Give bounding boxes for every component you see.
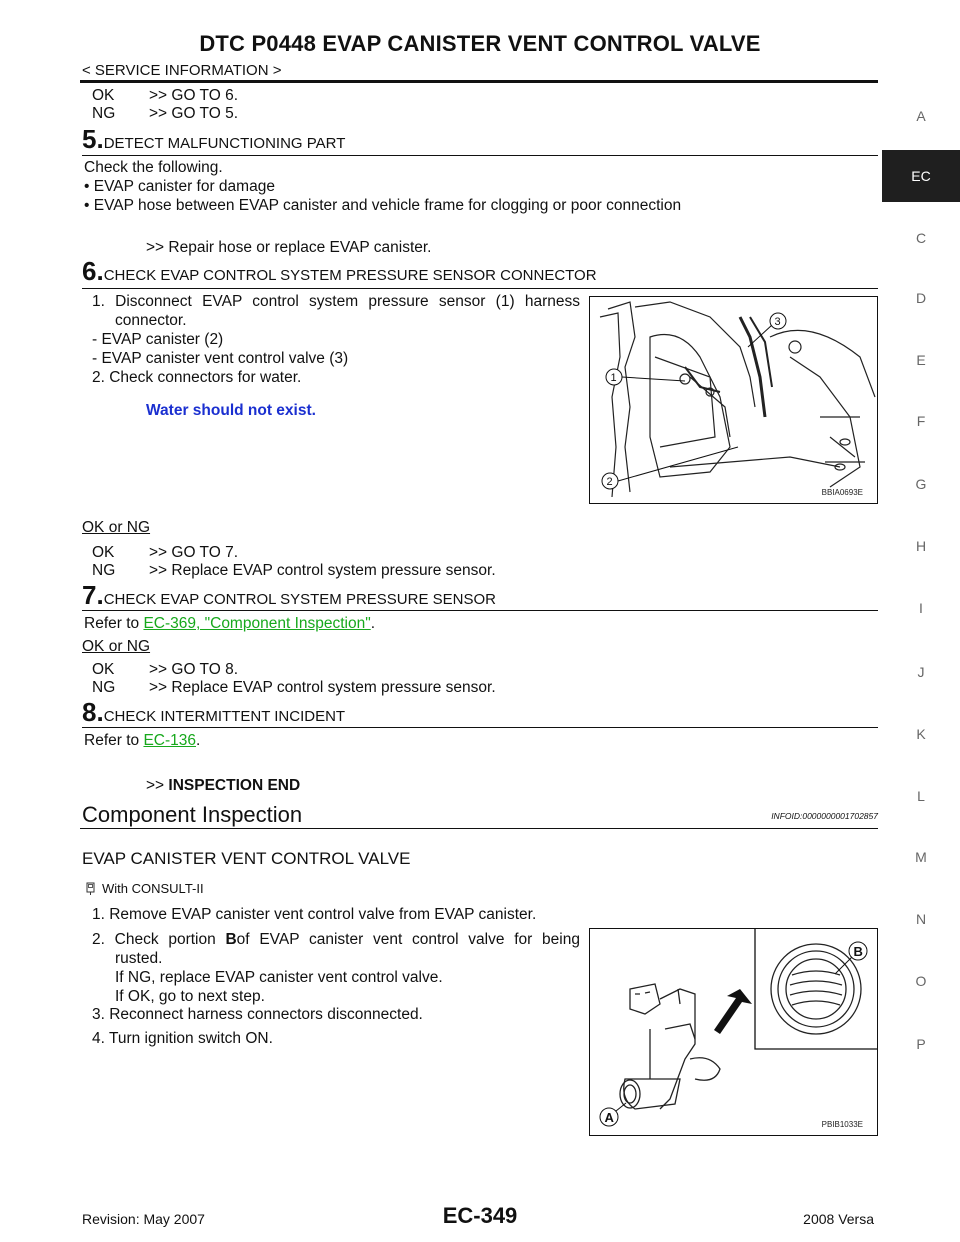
ng-label: NG	[92, 105, 116, 122]
period: .	[196, 732, 201, 749]
ng-action: >> Replace EVAP control system pressure sensor.	[149, 679, 496, 696]
step-8-heading	[82, 697, 345, 728]
step-5-heading	[82, 124, 345, 155]
step-6-body	[92, 292, 580, 387]
result-ng-row	[92, 678, 496, 697]
section-tab-n[interactable]: N	[915, 911, 927, 927]
ok-action: >> GO TO 8.	[149, 661, 239, 678]
vent-valve-illustration	[590, 929, 877, 1135]
period: .	[370, 615, 376, 632]
page-number: EC-349	[442, 1203, 518, 1228]
inspection-step: 4. Turn ignition switch ON.	[92, 1030, 273, 1047]
section-tab-index	[880, 0, 960, 1242]
step-divider	[82, 288, 878, 289]
section-tab-h[interactable]: H	[915, 538, 927, 554]
step-text: If OK, go to next step.	[115, 988, 265, 1005]
section-tab-ec[interactable]: EC	[882, 150, 960, 202]
inspection-end-text: INSPECTION END	[168, 777, 301, 794]
ok-action: >> GO TO 7.	[149, 544, 239, 561]
result-ok-row	[92, 543, 239, 562]
figure-id: PBIB1033E	[821, 1120, 863, 1129]
result-ng-row	[92, 561, 496, 580]
step-number: 8.	[82, 697, 104, 727]
refer-text: Refer to	[84, 732, 144, 749]
section-heading: Component Inspection	[82, 802, 303, 827]
sub-item: - EVAP canister vent control valve (3)	[92, 350, 349, 367]
header-divider	[80, 80, 878, 83]
result-ng-row	[92, 104, 239, 123]
step-divider	[82, 155, 878, 156]
step-8-action	[146, 776, 300, 795]
step-6-heading	[82, 256, 597, 287]
body-line: Check the following.	[84, 159, 223, 176]
ng-action: >> GO TO 5.	[149, 105, 239, 122]
breadcrumb: < SERVICE INFORMATION >	[82, 62, 282, 79]
section-tab-k[interactable]: K	[916, 726, 926, 742]
step-text: rusted.	[115, 950, 163, 967]
info-id: INFOID:0000000001702857	[771, 811, 878, 821]
step-divider	[82, 610, 878, 611]
figure-id: BBIA0693E	[821, 488, 863, 497]
step-title: DETECT MALFUNCTIONING PART	[103, 135, 346, 152]
ng-label: NG	[92, 679, 116, 696]
step-text: If NG, replace EVAP canister vent control valve.	[115, 969, 443, 986]
ok-action: >> GO TO 6.	[149, 87, 239, 104]
step-7-heading	[82, 580, 496, 611]
ng-action: >> Replace EVAP control system pressure sensor.	[149, 562, 496, 579]
step-5-action: >> Repair hose or replace EVAP canister.	[146, 239, 432, 256]
ok-or-ng-label: OK or NG	[82, 519, 151, 536]
instruction-item-cont: connector.	[115, 312, 187, 329]
ng-label: NG	[92, 562, 116, 579]
step-number: 5.	[82, 124, 104, 154]
revision-date: Revision: May 2007	[82, 1211, 205, 1227]
section-tab-o[interactable]: O	[915, 973, 927, 989]
callout-b: B	[853, 944, 863, 959]
result-ok-row	[92, 86, 239, 105]
section-tab-l[interactable]: L	[917, 788, 925, 804]
page-title: DTC P0448 EVAP CANISTER VENT CONTROL VALVE	[199, 31, 761, 56]
bullet-item: • EVAP canister for damage	[84, 178, 275, 195]
ec-136-link[interactable]: EC-136	[143, 732, 197, 749]
ok-label: OK	[92, 661, 115, 678]
ok-label: OK	[92, 87, 115, 104]
ok-label: OK	[92, 544, 115, 561]
ok-or-ng-label: OK or NG	[82, 638, 151, 655]
bullet-item: • EVAP hose between EVAP canister and vehicle frame for clogging or poor connection	[84, 197, 682, 214]
section-tab-p[interactable]: P	[916, 1036, 926, 1052]
consult-tool-icon	[84, 882, 98, 896]
inspection-step: 3. Reconnect harness connectors disconnected.	[92, 1006, 423, 1023]
consult-note	[84, 881, 204, 896]
step-title: CHECK EVAP CONTROL SYSTEM PRESSURE SENSOR	[103, 591, 496, 608]
instruction-item: 1. Disconnect EVAP control system pressure sensor (1) harness	[92, 293, 580, 310]
section-tab-f[interactable]: F	[916, 413, 926, 429]
instruction-item: 2. Check connectors for water.	[92, 369, 302, 386]
section-tab-g[interactable]: G	[915, 476, 927, 492]
action-prefix: >>	[146, 777, 169, 794]
section-tab-e[interactable]: E	[916, 352, 926, 368]
callout-3: 3	[774, 316, 781, 328]
portion-label: B	[225, 931, 237, 948]
subsection-heading: EVAP CANISTER VENT CONTROL VALVE	[82, 849, 411, 868]
specification-text: Water should not exist.	[146, 402, 316, 419]
refer-text: Refer to	[84, 615, 144, 632]
callout-1: 1	[610, 372, 617, 384]
step-8-refer	[84, 731, 200, 750]
step-title: CHECK INTERMITTENT INCIDENT	[103, 708, 346, 725]
step-title: CHECK EVAP CONTROL SYSTEM PRESSURE SENSOR CONNECTOR	[103, 267, 597, 284]
step-number: 6.	[82, 256, 104, 286]
step-7-refer	[84, 614, 375, 633]
vent-valve-figure	[589, 928, 878, 1136]
section-tab-d[interactable]: D	[915, 290, 927, 306]
section-divider	[80, 828, 878, 829]
result-ok-row	[92, 660, 239, 679]
section-tab-a[interactable]: A	[916, 108, 926, 124]
step-text: of EVAP canister vent control valve for being	[236, 931, 580, 948]
model-year: 2008 Versa	[803, 1211, 874, 1227]
callout-a: A	[604, 1110, 614, 1125]
sub-item: - EVAP canister (2)	[92, 331, 224, 348]
step-number: 7.	[82, 580, 104, 610]
connector-location-figure	[589, 296, 878, 504]
component-inspection-link[interactable]: EC-369, "Component Inspection"	[143, 615, 371, 632]
step-divider	[82, 727, 878, 728]
inspection-step: 1. Remove EVAP canister vent control valve from EVAP canister.	[92, 906, 537, 923]
section-tab-c[interactable]: C	[915, 230, 927, 246]
section-tab-j[interactable]: J	[917, 664, 925, 680]
evap-sensor-illustration	[590, 297, 877, 503]
step-text: 2. Check portion	[92, 931, 226, 948]
step-5-body	[84, 158, 681, 215]
consult-label: With CONSULT-II	[102, 881, 204, 896]
callout-2: 2	[606, 476, 613, 488]
inspection-step-2	[92, 930, 580, 1006]
section-tab-m[interactable]: M	[915, 849, 927, 865]
section-tab-i[interactable]: I	[919, 600, 923, 616]
